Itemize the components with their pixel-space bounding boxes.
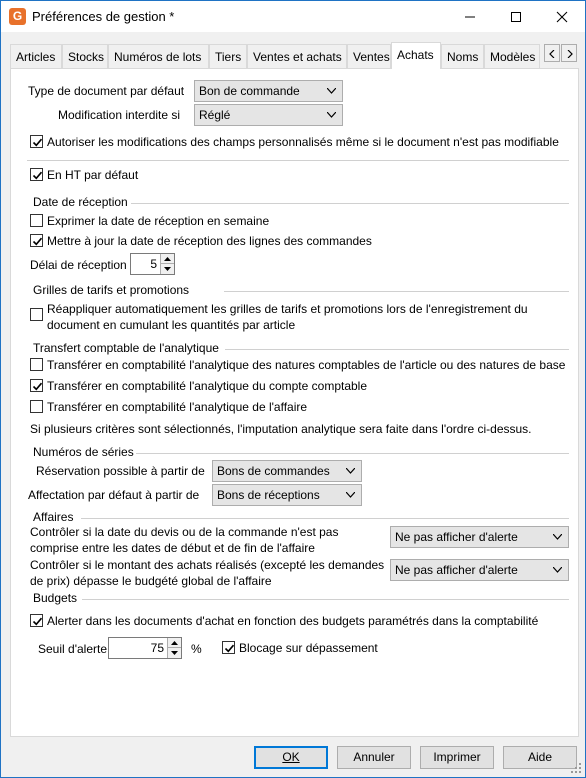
reappliquer-grilles-checkbox[interactable] bbox=[30, 308, 43, 321]
alerter-budgets-checkbox[interactable] bbox=[30, 614, 43, 627]
affectation-select[interactable] bbox=[212, 484, 362, 506]
checkmark-icon bbox=[32, 381, 43, 392]
group-line bbox=[82, 599, 569, 600]
maj-date-reception-checkbox[interactable] bbox=[30, 234, 43, 247]
affaires-group-title: Affaires bbox=[33, 510, 74, 524]
controle-date-label-line2: comprise entre les dates de début et de fin de l'affaire bbox=[30, 541, 315, 555]
tab-scroll-right-button[interactable] bbox=[561, 44, 577, 62]
chevron-down-icon bbox=[346, 492, 355, 498]
tab-label: Modèles bbox=[490, 50, 536, 64]
chevron-down-icon bbox=[553, 534, 562, 540]
controle-date-label-line1: Contrôler si la date du devis ou de la commande n'est pas bbox=[30, 525, 339, 539]
modification-interdite-label: Modification interdite si bbox=[58, 108, 181, 122]
imprimer-button[interactable] bbox=[420, 746, 494, 769]
tab-achats[interactable] bbox=[391, 42, 441, 69]
ok-label: OK bbox=[282, 750, 300, 764]
tab-scroll-left-button[interactable] bbox=[544, 44, 560, 62]
seuil-alerte-value: 75 bbox=[150, 641, 164, 655]
close-button[interactable] bbox=[539, 1, 585, 32]
tab-stocks[interactable] bbox=[62, 44, 108, 68]
triangle-down-icon bbox=[171, 651, 178, 655]
group-line bbox=[81, 518, 569, 519]
affectation-value: Bons de réceptions bbox=[217, 488, 320, 502]
tab-articles[interactable] bbox=[10, 44, 62, 68]
en-ht-label: En HT par défaut bbox=[47, 168, 139, 182]
delai-reception-stepper[interactable] bbox=[130, 253, 175, 275]
seuil-unit: % bbox=[191, 642, 202, 656]
maximize-icon bbox=[510, 11, 522, 23]
chevron-down-icon bbox=[553, 567, 562, 573]
tab-label: Articles bbox=[16, 50, 56, 64]
chevron-down-icon bbox=[346, 468, 355, 474]
series-group-title: Numéros de séries bbox=[33, 445, 134, 459]
transfert-compte-checkbox[interactable] bbox=[30, 379, 43, 392]
chevron-right-icon bbox=[566, 50, 574, 58]
maximize-button[interactable] bbox=[493, 1, 539, 32]
tab-label: Tiers bbox=[215, 50, 242, 64]
checkmark-icon bbox=[32, 236, 43, 247]
separator bbox=[27, 160, 569, 161]
stepper-up-button[interactable] bbox=[168, 638, 181, 648]
chevron-down-icon bbox=[327, 88, 336, 94]
budgets-group-title: Budgets bbox=[33, 591, 78, 605]
tab-label: Ventes bbox=[353, 50, 390, 64]
tab-label: Ventes et achats bbox=[253, 50, 342, 64]
analytique-note: Si plusieurs critères sont sélectionnés, l'imputation analytique sera faite dans l'ordre ci-dessus. bbox=[30, 422, 532, 436]
ok-button[interactable] bbox=[254, 746, 328, 769]
checkmark-icon bbox=[224, 643, 235, 654]
app-logo-icon: G bbox=[9, 8, 26, 25]
minimize-button[interactable] bbox=[447, 1, 493, 32]
controle-montant-label-line1: Contrôler si le montant des achats réalisés (excepté les demandes bbox=[30, 558, 385, 572]
tab-strip bbox=[10, 42, 580, 68]
reappliquer-grilles-label-line2: document en cumulant les quantités par article bbox=[47, 318, 296, 332]
seuil-alerte-label: Seuil d'alerte bbox=[38, 642, 107, 656]
maj-date-reception-label: Mettre à jour la date de réception des lignes des commandes bbox=[47, 234, 372, 248]
type-document-value: Bon de commande bbox=[199, 84, 300, 98]
stepper-down-button[interactable] bbox=[168, 648, 181, 658]
stepper-down-button[interactable] bbox=[161, 264, 174, 274]
controle-montant-label-line2: de prix) dépasse le budgété global de l'affaire bbox=[30, 574, 272, 588]
modification-interdite-select[interactable] bbox=[194, 104, 343, 126]
stepper-buttons bbox=[167, 638, 181, 658]
seuil-alerte-stepper[interactable] bbox=[108, 637, 182, 659]
controle-montant-select[interactable] bbox=[390, 559, 569, 581]
controle-montant-value: Ne pas afficher d'alerte bbox=[395, 563, 518, 577]
minimize-icon bbox=[464, 11, 476, 23]
stepper-up-button[interactable] bbox=[161, 254, 174, 264]
achats-panel bbox=[10, 68, 579, 737]
tab-ventes-et-achats[interactable] bbox=[247, 44, 347, 68]
controle-date-select[interactable] bbox=[390, 526, 569, 548]
close-icon bbox=[556, 11, 568, 23]
checkmark-icon bbox=[32, 616, 43, 627]
reappliquer-grilles-label-line1: Réappliquer automatiquement les grilles de tarifs et promotions lors de l'enregistrement du bbox=[47, 302, 528, 316]
title-bar bbox=[1, 1, 585, 32]
modification-interdite-value: Réglé bbox=[199, 108, 231, 122]
reservation-label: Réservation possible à partir de bbox=[36, 464, 205, 478]
transfert-affaire-checkbox[interactable] bbox=[30, 400, 43, 413]
controle-date-value: Ne pas afficher d'alerte bbox=[395, 530, 518, 544]
delai-reception-value: 5 bbox=[150, 257, 157, 271]
group-line bbox=[225, 349, 569, 350]
date-reception-group-title: Date de réception bbox=[33, 195, 128, 209]
tab-numeros-de-lots[interactable] bbox=[108, 44, 209, 68]
tab-label: Achats bbox=[397, 48, 434, 62]
checkmark-icon bbox=[32, 170, 43, 181]
analytique-group-title: Transfert comptable de l'analytique bbox=[33, 341, 219, 355]
annuler-label: Annuler bbox=[353, 750, 395, 764]
transfert-affaire-label: Transférer en comptabilité l'analytique de l'affaire bbox=[47, 400, 308, 414]
reservation-value: Bons de commandes bbox=[217, 464, 330, 478]
grilles-group-title: Grilles de tarifs et promotions bbox=[33, 283, 190, 297]
triangle-down-icon bbox=[164, 267, 171, 271]
affectation-label: Affectation par défaut à partir de bbox=[28, 488, 200, 502]
type-document-label: Type de document par défaut bbox=[28, 84, 185, 98]
transfert-compte-label: Transférer en comptabilité l'analytique du compte comptable bbox=[47, 379, 368, 393]
chevron-left-icon bbox=[549, 50, 557, 58]
checkmark-icon bbox=[32, 137, 43, 148]
tab-tiers[interactable] bbox=[209, 44, 247, 68]
imprimer-label: Imprimer bbox=[433, 750, 481, 764]
tab-label: Numéros de lots bbox=[114, 50, 202, 64]
tab-label: Stocks bbox=[68, 50, 105, 64]
tab-modeles[interactable] bbox=[484, 44, 540, 68]
autoriser-modifications-checkbox[interactable] bbox=[30, 135, 43, 148]
chevron-down-icon bbox=[327, 112, 336, 118]
en-ht-checkbox[interactable] bbox=[30, 168, 43, 181]
stepper-buttons bbox=[160, 254, 174, 274]
alerter-budgets-label: Alerter dans les documents d'achat en fonction des budgets paramétrés dans la comptabilité bbox=[47, 614, 539, 628]
resize-grip-icon[interactable] bbox=[571, 763, 582, 774]
date-semaine-label: Exprimer la date de réception en semaine bbox=[47, 214, 270, 228]
autoriser-modifications-label: Autoriser les modifications des champs personnalisés même si le document n'est pas modifiable bbox=[47, 135, 559, 149]
tab-ventes[interactable] bbox=[347, 44, 391, 68]
reservation-select[interactable] bbox=[212, 460, 362, 482]
transfert-natures-label: Transférer en comptabilité l'analytique des natures comptables de l'article ou des natures de base bbox=[47, 358, 566, 372]
blocage-depassement-label: Blocage sur dépassement bbox=[239, 641, 378, 655]
blocage-depassement-checkbox[interactable] bbox=[222, 641, 235, 654]
group-line bbox=[131, 203, 569, 204]
transfert-natures-checkbox[interactable] bbox=[30, 358, 43, 371]
aide-button[interactable] bbox=[503, 746, 577, 769]
annuler-button[interactable] bbox=[337, 746, 411, 769]
date-semaine-checkbox[interactable] bbox=[30, 214, 43, 227]
triangle-up-icon bbox=[171, 641, 178, 645]
window-title: Préférences de gestion * bbox=[32, 9, 175, 24]
triangle-up-icon bbox=[164, 257, 171, 261]
delai-reception-label: Délai de réception bbox=[30, 258, 127, 272]
type-document-select[interactable] bbox=[194, 80, 343, 102]
group-line bbox=[224, 291, 569, 292]
group-line bbox=[136, 453, 569, 454]
aide-label: Aide bbox=[527, 750, 553, 764]
tab-noms[interactable] bbox=[441, 44, 484, 68]
tab-label: Noms bbox=[447, 50, 479, 64]
